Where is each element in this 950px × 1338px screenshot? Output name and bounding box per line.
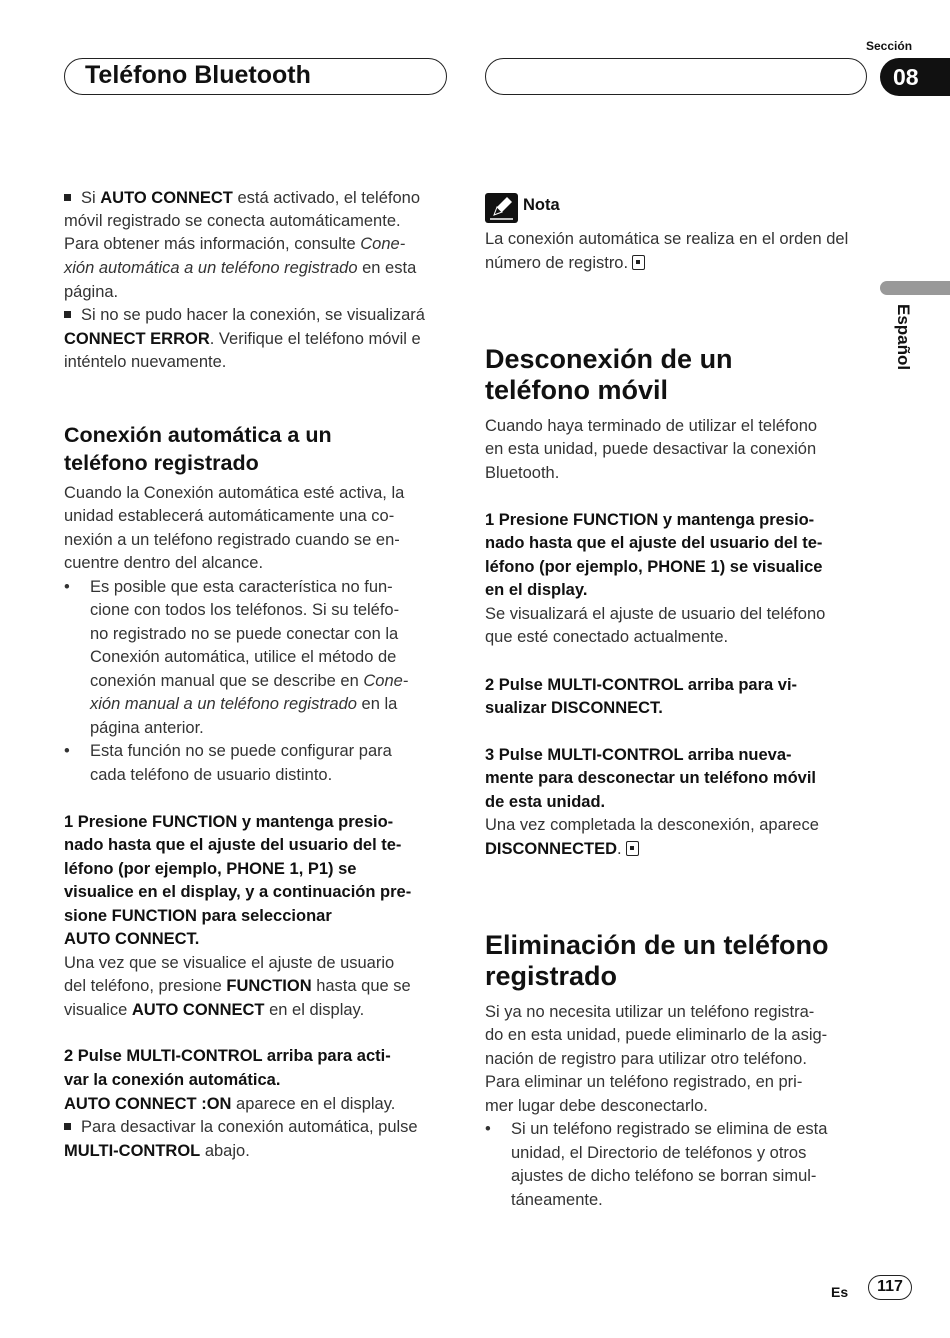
header-blank-box — [485, 58, 867, 95]
step-1-line: sione FUNCTION para seleccionar — [64, 907, 332, 925]
section-label: Sección — [866, 39, 913, 53]
text-line: visualice AUTO CONNECT en el display. — [64, 1001, 365, 1019]
step-1-line: en el display. — [485, 581, 588, 599]
text-line: Si ya no necesita utilizar un teléfono registra- — [485, 1003, 815, 1021]
section-heading: Desconexión de un — [485, 344, 733, 374]
text-line: Cuando haya terminado de utilizar el teléfono — [485, 417, 818, 435]
chapter-title: Teléfono Bluetooth — [85, 61, 311, 89]
step-1-line: visualice en el display, y a continuación pre- — [64, 883, 412, 901]
chapter-title-box — [64, 58, 447, 95]
step-1-line: nado hasta que el ajuste del usuario del te- — [485, 534, 823, 552]
note-text-line: La conexión automática se realiza en el orden del — [485, 230, 849, 248]
bullet-dot: • — [485, 1120, 491, 1138]
note-label: Nota — [523, 196, 560, 214]
language-tab-label: Español — [894, 304, 913, 371]
step-2-line: 2 Pulse MULTI-CONTROL arriba para vi- — [485, 676, 798, 694]
text-line: inténtelo nuevamente. — [64, 353, 227, 371]
text-line: táneamente. — [511, 1191, 603, 1209]
text-line: CONNECT ERROR. Verifique el teléfono móvil e — [64, 330, 421, 348]
text-line: cada teléfono de usuario distinto. — [90, 766, 333, 784]
page-number: 117 — [868, 1275, 912, 1300]
text-line: Para obtener más información, consulte Cone- — [64, 235, 406, 253]
text-line: AUTO CONNECT :ON aparece en el display. — [64, 1095, 396, 1113]
note-text-line: número de registro. — [485, 252, 645, 276]
text-line: Cuando la Conexión automática esté activa, la — [64, 484, 405, 502]
square-bullet-icon — [64, 311, 71, 318]
text-line: del teléfono, presione FUNCTION hasta que se — [64, 977, 411, 995]
text-line: nexión a un teléfono registrado cuando se en- — [64, 531, 400, 549]
section-number: 08 — [880, 58, 950, 96]
section-heading: teléfono móvil — [485, 375, 669, 405]
text-line: Una vez completada la desconexión, aparece — [485, 816, 819, 834]
text-line: Bluetooth. — [485, 464, 560, 482]
text-line: DISCONNECTED. — [485, 838, 639, 862]
step-3-line: mente para desconectar un teléfono móvil — [485, 769, 816, 787]
text-line: MULTI-CONTROL abajo. — [64, 1142, 250, 1160]
section-heading: teléfono registrado — [64, 451, 259, 475]
bullet-auto-connect: Si AUTO CONNECT está activado, el teléfono — [64, 187, 420, 211]
bullet-dot: • — [64, 742, 70, 760]
step-1-line: nado hasta que el ajuste del usuario del te- — [64, 836, 402, 854]
text-line: ajustes de dicho teléfono se borran simul- — [511, 1167, 817, 1185]
text-line: Esta función no se puede configurar para — [90, 742, 392, 760]
end-mark-icon — [632, 255, 645, 270]
text-line: que esté conectado actualmente. — [485, 628, 729, 646]
footer-language: Es — [831, 1284, 849, 1300]
text-line: xión automática a un teléfono registrado en esta — [64, 259, 417, 277]
text-line: Es posible que esta característica no fun- — [90, 578, 393, 596]
step-2-line: 2 Pulse MULTI-CONTROL arriba para acti- — [64, 1047, 391, 1065]
step-1-line: AUTO CONNECT. — [64, 930, 200, 948]
square-bullet-icon — [64, 1123, 71, 1130]
text-line: móvil registrado se conecta automáticamente. — [64, 212, 401, 230]
text-line: do en esta unidad, puede eliminarlo de la asig- — [485, 1026, 828, 1044]
bullet-dot: • — [64, 578, 70, 596]
step-2-line: sualizar DISCONNECT. — [485, 699, 663, 717]
text-line: cione con todos los teléfonos. Si su teléfo- — [90, 601, 400, 619]
step-1-line: 1 Presione FUNCTION y mantenga presio- — [485, 511, 815, 529]
text-line: Conexión automática, utilice el método de — [90, 648, 397, 666]
step-1-line: 1 Presione FUNCTION y mantenga presio- — [64, 813, 394, 831]
text-line: no registrado no se puede conectar con la — [90, 625, 399, 643]
text-line: Se visualizará el ajuste de usuario del teléfono — [485, 605, 826, 623]
note-pencil-icon — [485, 193, 518, 223]
bullet-connect-error: Si no se pudo hacer la conexión, se visualizará — [64, 304, 425, 328]
text-line: mer lugar debe desconectarlo. — [485, 1097, 708, 1115]
step-1-line: léfono (por ejemplo, PHONE 1) se visualice — [485, 558, 823, 576]
text-line: unidad establecerá automáticamente una co- — [64, 507, 395, 525]
text-line: página anterior. — [90, 719, 204, 737]
section-heading: Conexión automática a un — [64, 423, 332, 447]
text-line: cuentre dentro del alcance. — [64, 554, 264, 572]
section-heading: registrado — [485, 961, 618, 991]
step-2-line: var la conexión automática. — [64, 1071, 281, 1089]
text-line: conexión manual que se describe en Cone- — [90, 672, 409, 690]
language-tab-marker — [880, 281, 950, 295]
square-bullet-icon — [64, 194, 71, 201]
text-line: Para eliminar un teléfono registrado, en pri- — [485, 1073, 803, 1091]
text-line: Si un teléfono registrado se elimina de esta — [511, 1120, 828, 1138]
step-3-line: de esta unidad. — [485, 793, 606, 811]
step-1-line: léfono (por ejemplo, PHONE 1, P1) se — [64, 860, 357, 878]
text-line: página. — [64, 283, 119, 301]
text-line: en esta unidad, puede desactivar la conexión — [485, 440, 817, 458]
end-mark-icon — [626, 841, 639, 856]
step-3-line: 3 Pulse MULTI-CONTROL arriba nueva- — [485, 746, 792, 764]
text-line: unidad, el Directorio de teléfonos y otros — [511, 1144, 807, 1162]
section-heading: Eliminación de un teléfono — [485, 930, 829, 960]
text-line: xión manual a un teléfono registrado en la — [90, 695, 398, 713]
bullet-deactivate: Para desactivar la conexión automática, pulse — [64, 1116, 418, 1140]
text-line: Una vez que se visualice el ajuste de usuario — [64, 954, 395, 972]
text-line: nación de registro para utilizar otro teléfono. — [485, 1050, 807, 1068]
